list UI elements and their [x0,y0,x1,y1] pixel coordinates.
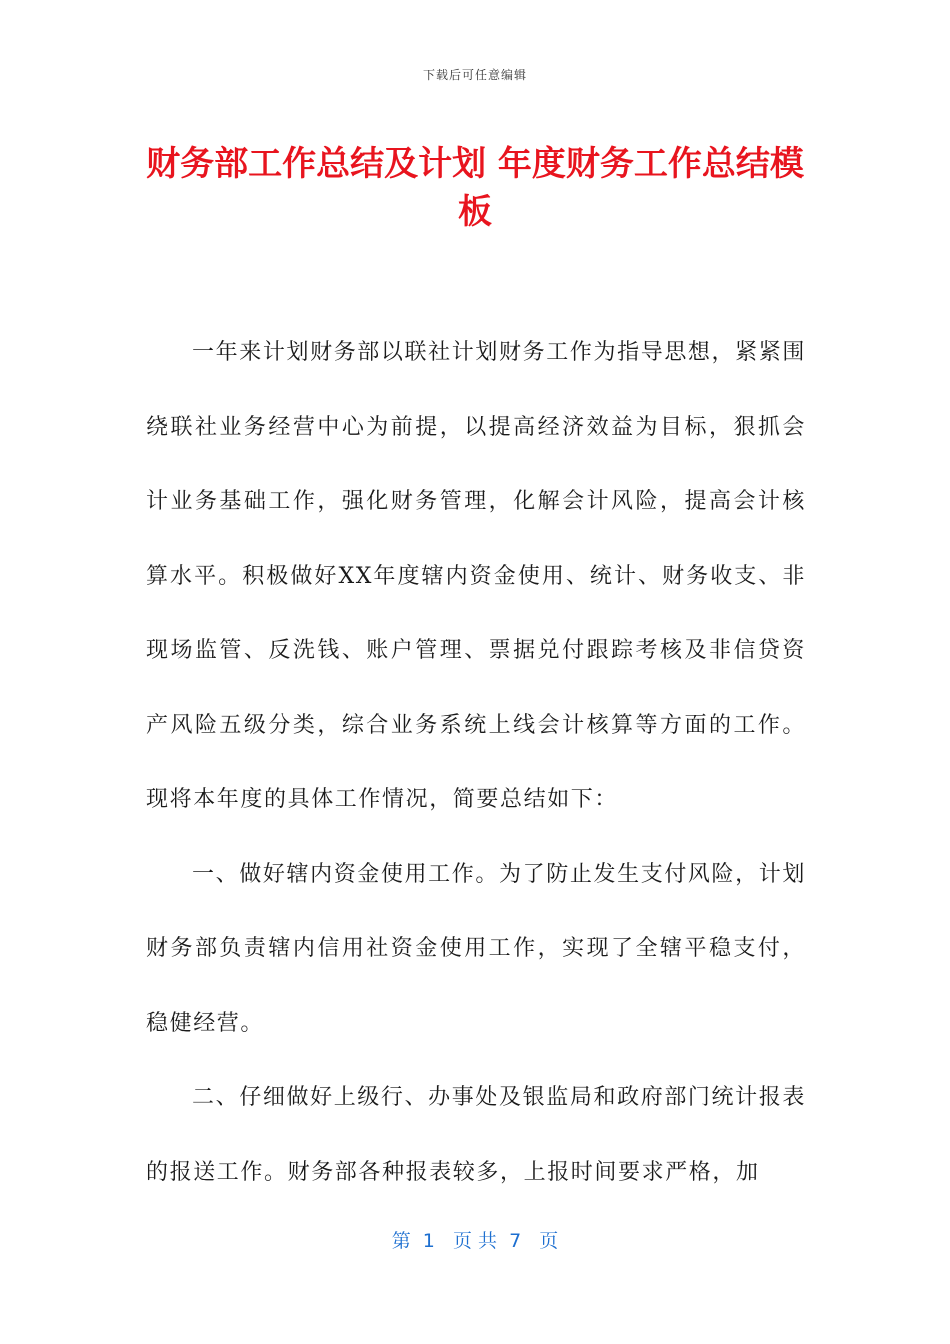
page-header-note: 下载后可任意编辑 [422,68,527,82]
paragraph-item-2: 二、仔细做好上级行、办事处及银监局和政府部门统计报表的报送工作。财务部各种报表较多，上报时间要求严格，加 [146,1085,806,1185]
paragraph-intro: 一年来计划财务部以联社计划财务工作为指导思想，紧紧围绕联社业务经营中心为前提，以提高经济效益为目标，狠抓会计业务基础工作，强化财务管理，化解会计风险，提高会计核算水平。积极做好XX年度辖内资金使用、统计、财务收支、非现场监管、反洗钱、账户管理、票据兑付跟踪考核及非信贷资产风险五级分类，综合业务系统上线会计核算等方面的工作。现将本年度的具体工作情况，简要总结如下： [146,340,806,812]
document-title: 财务部工作总结及计划 年度财务工作总结模板 [146,144,804,232]
page-number-footer: 第 1 页 共 7 页 [391,1230,559,1252]
document-body [146,316,806,1210]
paragraph-item-1: 一、做好辖内资金使用工作。为了防止发生支付风险，计划财务部负责辖内信用社资金使用工作，实现了全辖平稳支付，稳健经营。 [146,861,806,1036]
